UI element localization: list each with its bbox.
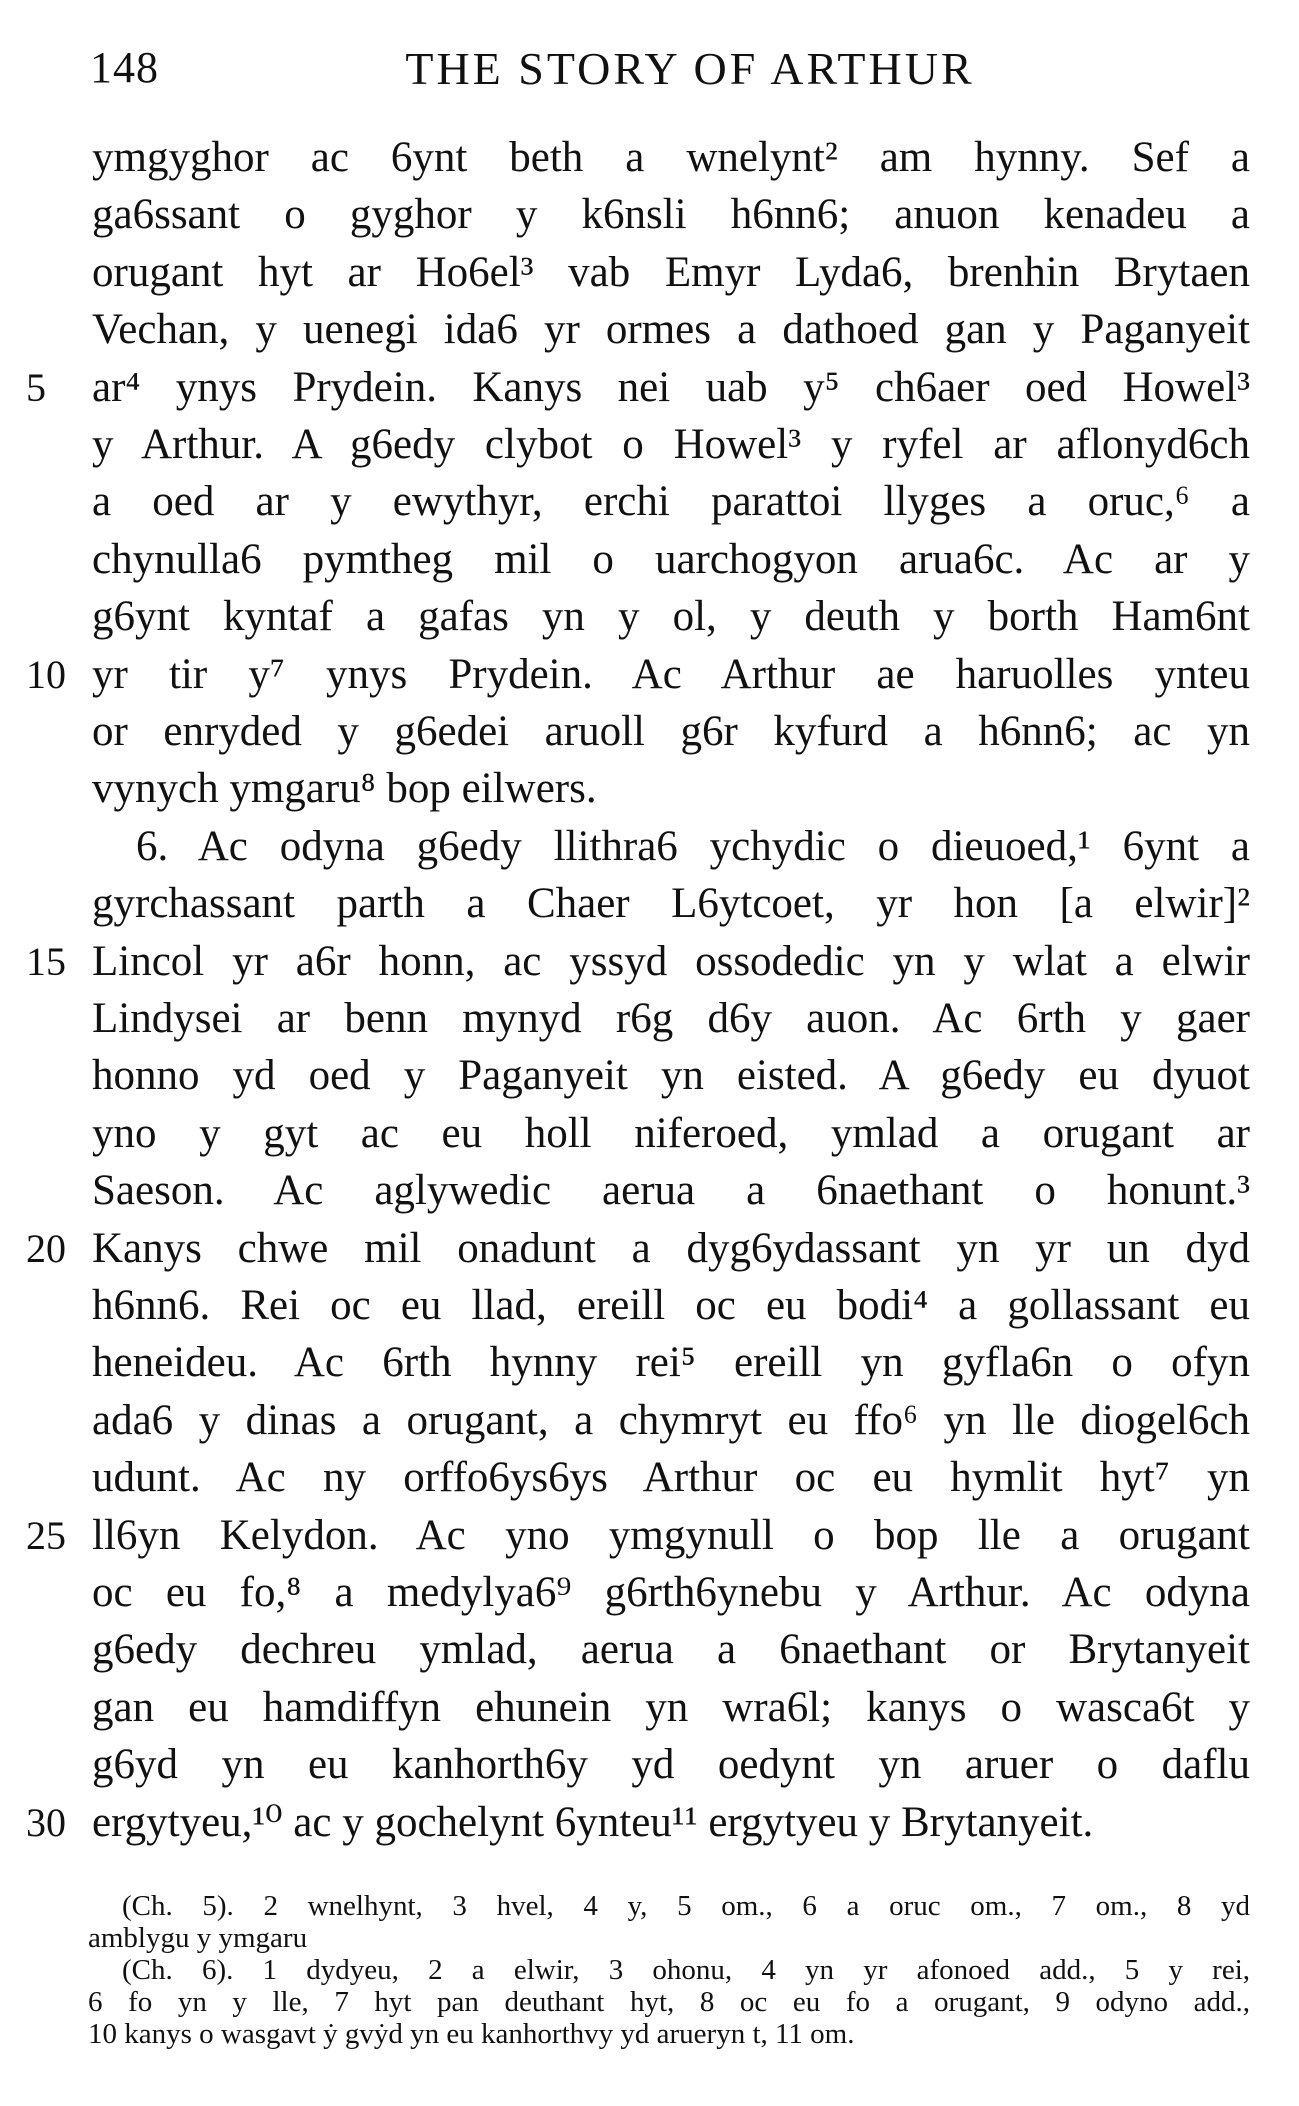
- text-line: or enryded y g6edei aruoll g6r kyfurd a h6nn6; ac yn: [92, 708, 1250, 755]
- page-header: [90, 42, 1250, 102]
- text-line: ada6 y dinas a orugant, a chymryt eu ffo⁶ yn lle diogel6ch: [92, 1397, 1250, 1444]
- line-number: 10: [26, 652, 66, 697]
- footnote-line: 6 fo yn y lle, 7 hyt pan deuthant hyt, 8 oc eu fo a orugant, 9 odyno add.,: [88, 1986, 1250, 2018]
- text-line: h6nn6. Rei oc eu llad, ereill oc eu bodi⁴ a gollassant eu: [92, 1282, 1250, 1329]
- line-number: 30: [26, 1800, 66, 1845]
- text-line: y Arthur. A g6edy clybot o Howel³ y ryfel ar aflonyd6ch: [92, 421, 1250, 468]
- text-line: chynulla6 pymtheg mil o uarchogyon arua6c. Ac ar y: [92, 536, 1250, 583]
- text-line: Kanys chwe mil onadunt a dyg6ydassant yn yr un dyd: [92, 1225, 1250, 1272]
- footnote-line: 10 kanys o wasgavt ẏ gvẏd yn eu kanhorthvy yd arueryn t, 11 om.: [88, 2018, 855, 2050]
- text-line: Vechan, y uenegi ida6 yr ormes a dathoed gan y Paganyeit: [92, 306, 1250, 353]
- text-line: ymgyghor ac 6ynt beth a wnelynt² am hynny. Sef a: [92, 134, 1250, 181]
- text-line: Lindysei ar benn mynyd r6g d6y auon. Ac 6rth y gaer: [92, 995, 1250, 1042]
- text-line: orugant hyt ar Ho6el³ vab Emyr Lyda6, brenhin Brytaen: [92, 249, 1250, 296]
- text-line: g6ynt kyntaf a gafas yn y ol, y deuth y borth Ham6nt: [92, 593, 1250, 640]
- line-number: 5: [26, 365, 46, 410]
- text-line: yr tir y⁷ ynys Prydein. Ac Arthur ae haruolles ynteu: [92, 651, 1250, 698]
- footnote-line: (Ch. 6). 1 dydyeu, 2 a elwir, 3 ohonu, 4 yn yr afonoed add., 5 y rei,: [122, 1954, 1250, 1986]
- text-line: vynych ymgaru⁸ bop eilwers.: [92, 765, 597, 812]
- text-line: Lincol yr a6r honn, ac yssyd ossodedic yn y wlat a elwir: [92, 938, 1250, 985]
- text-line: gan eu hamdiffyn ehunein yn wra6l; kanys o wasca6t y: [92, 1684, 1250, 1731]
- page-number: 148: [90, 43, 159, 92]
- text-line: g6edy dechreu ymlad, aerua a 6naethant or Brytanyeit: [92, 1626, 1250, 1673]
- text-line: ergytyeu,¹⁰ ac y gochelynt 6ynteu¹¹ ergytyeu y Brytanyeit.: [92, 1799, 1094, 1846]
- footnote-line: amblygu y ymgaru: [88, 1922, 308, 1954]
- running-title: THE STORY OF ARTHUR: [405, 43, 975, 94]
- line-number: 25: [26, 1513, 66, 1558]
- text-line: ga6ssant o gyghor y k6nsli h6nn6; anuon kenadeu a: [92, 191, 1250, 238]
- text-line: ar⁴ ynys Prydein. Kanys nei uab y⁵ ch6aer oed Howel³: [92, 364, 1250, 411]
- text-line: heneideu. Ac 6rth hynny rei⁵ ereill yn gyfla6n o ofyn: [92, 1339, 1250, 1386]
- footnote-line: (Ch. 5). 2 wnelhynt, 3 hvel, 4 y, 5 om., 6 a oruc om., 7 om., 8 yd: [122, 1890, 1250, 1922]
- text-line: udunt. Ac ny orffo6ys6ys Arthur oc eu hymlit hyt⁷ yn: [92, 1454, 1250, 1501]
- text-line: Saeson. Ac aglywedic aerua a 6naethant o honunt.³: [92, 1167, 1250, 1214]
- text-line: g6yd yn eu kanhorth6y yd oedynt yn aruer o daflu: [92, 1741, 1250, 1788]
- footnotes: [88, 1890, 1250, 2050]
- text-line: oc eu fo,⁸ a medylya6⁹ g6rth6ynebu y Arthur. Ac odyna: [92, 1569, 1250, 1616]
- line-number: 15: [26, 939, 66, 984]
- text-line: gyrchassant parth a Chaer L6ytcoet, yr hon [a elwir]²: [92, 880, 1250, 927]
- text-line: yno y gyt ac eu holl niferoed, ymlad a orugant ar: [92, 1110, 1250, 1157]
- text-line: ll6yn Kelydon. Ac yno ymgynull o bop lle a orugant: [92, 1512, 1250, 1559]
- text-line: a oed ar y ewythyr, erchi parattoi llyges a oruc,⁶ a: [92, 478, 1250, 525]
- text-line: honno yd oed y Paganyeit yn eisted. A g6edy eu dyuot: [92, 1052, 1250, 1099]
- line-number: 20: [26, 1226, 66, 1271]
- text-line: 6. Ac odyna g6edy llithra6 ychydic o dieuoed,¹ 6ynt a: [136, 823, 1250, 870]
